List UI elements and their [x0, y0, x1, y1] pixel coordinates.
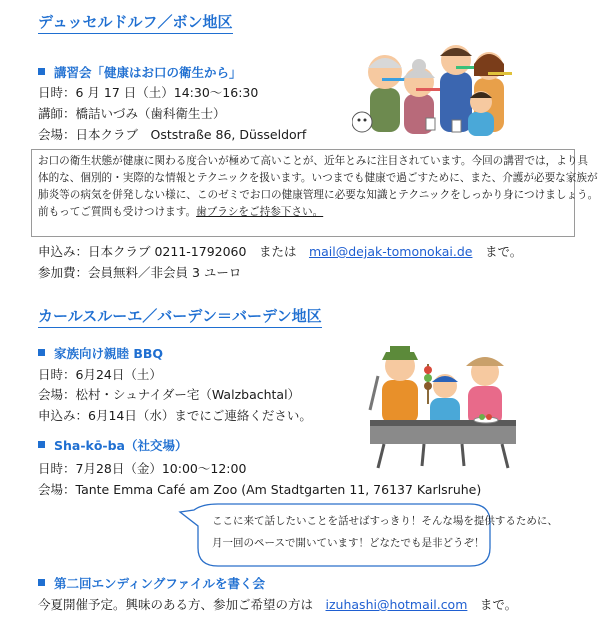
description-line: 前もってご質問も受けつけます。歯ブラシをご持参下さい。 — [38, 206, 324, 218]
square-bullet-icon — [38, 579, 45, 586]
shakoba-date: 日時：7月28日（金）10:00～12:00 — [38, 461, 247, 476]
bbq-apply: 申込み：6月14日（水）までにご連絡ください。 — [38, 408, 312, 423]
lecture-venue: 会場：日本クラブ Oststraße 86, Düsseldorf — [38, 127, 307, 142]
description-line: お口の衛生状態が健康に関わる度合いが極めて高いことが、近年とみに注目されています。今回の講習では，より具 — [38, 155, 589, 167]
lecture-subtitle — [38, 65, 242, 81]
section-title-dusseldorf: デュッセルドルフ／ボン地区 — [38, 12, 233, 34]
bbq-date: 日時：6月24日（土） — [38, 367, 162, 382]
lecture-apply: 申込み：日本クラブ 0211-1792060 または mail@dejak-tomonokai.de まで。 — [38, 244, 523, 259]
lecture-title: 講習会「健康はお口の衛生から」 — [54, 65, 242, 80]
lecture-description-box — [31, 149, 599, 237]
lecture-lecturer: 講師：橋詰いづみ（歯科衛生士） — [38, 106, 226, 121]
ending-file-subtitle — [38, 576, 265, 592]
square-bullet-icon — [38, 68, 45, 75]
bbq-title: 家族向け親睦 BBQ — [54, 346, 164, 361]
description-line: 体的な、個別的・実際的な情報とテクニックを扱います。いつまでも健康で過ごすために、また、介護が必要な家族が — [38, 172, 598, 184]
shakoba-venue: 会場：Tante Emma Café am Zoo (Am Stadtgarten 11, 76137 Karlsruhe) — [38, 482, 482, 497]
square-bullet-icon — [38, 349, 45, 356]
shakoba-title: Sha-kō-ba（社交場） — [54, 438, 188, 453]
square-bullet-icon — [38, 441, 45, 448]
ending-file-title: 第二回エンディングファイルを書く会 — [54, 576, 266, 591]
family-toothbrush-illustration — [352, 38, 520, 138]
bubble-line-2: 月一回のペースで開いています！どなたでも是非どうぞ！ — [212, 537, 485, 549]
section-title-karlsruhe: カールスルーエ／バーデン＝バーデン地区 — [38, 306, 322, 328]
description-line: 肺炎等の病気を併発しない様に、このゼミでお口の健康管理に必要な知識とテクニックをしっかり身につけましょう。 — [38, 189, 599, 201]
family-bbq-illustration — [364, 340, 522, 472]
ending-file-text: 今夏開催予定。興味のある方、参加ご希望の方は izuhashi@hotmail.com まで。 — [38, 597, 518, 612]
dejak-email-link[interactable]: mail@dejak-tomonokai.de — [308, 244, 473, 259]
bbq-venue: 会場：松村・シュナイダー宅（Walzbachtal） — [38, 387, 301, 402]
shakoba-subtitle — [38, 438, 188, 454]
bbq-subtitle — [38, 346, 163, 362]
lecture-date: 日時：6 月 17 日（土）14:30～16:30 — [38, 85, 259, 100]
lecture-fee: 参加費：会員無料／非会員 3 ユーロ — [38, 265, 242, 280]
izuhashi-email-link[interactable]: izuhashi@hotmail.com — [325, 597, 468, 612]
toothbrush-note: 歯ブラシをご持参下さい。 — [196, 206, 324, 218]
bubble-line-1: ここに来て話したいことを話せばすっきり！そんな場を提供するために、 — [212, 515, 558, 527]
